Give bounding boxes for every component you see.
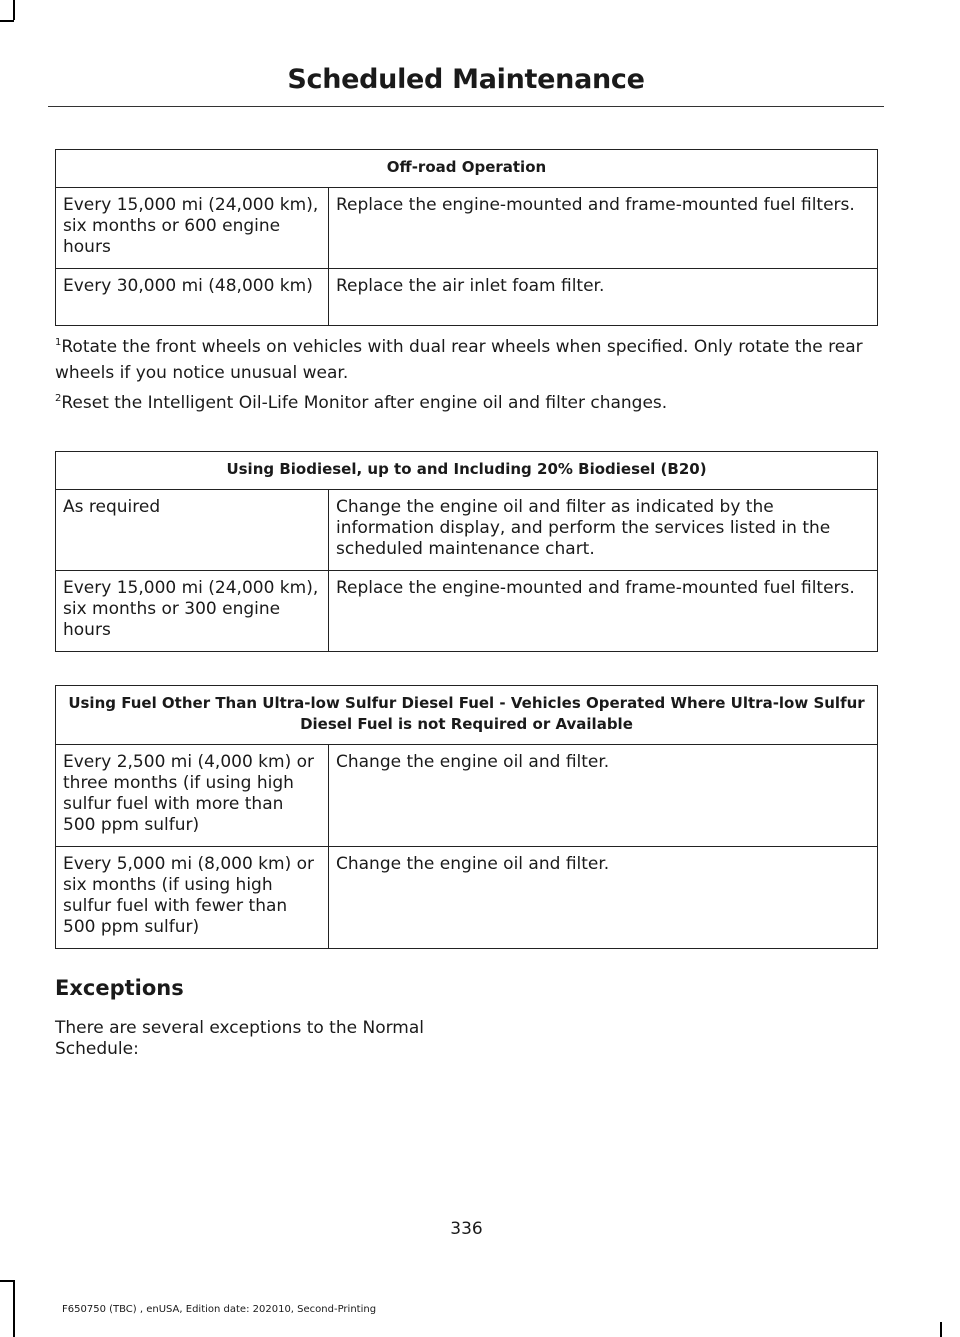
interval-cell: As required (56, 490, 329, 571)
footnote-mark: 2 (55, 393, 62, 404)
table-row (56, 847, 878, 949)
action-cell: Replace the engine-mounted and frame-mounted fuel filters. (329, 188, 878, 269)
interval-cell: Every 5,000 mi (8,000 km) or six months (if using high sulfur fuel with fewer than 500 ppm sulfur) (56, 847, 329, 949)
footnote (55, 386, 878, 416)
table-row (56, 490, 878, 571)
action-cell: Change the engine oil and filter. (329, 847, 878, 949)
table-row (56, 571, 878, 652)
table-row (56, 269, 878, 326)
interval-cell: Every 30,000 mi (48,000 km) (56, 269, 329, 326)
off-road-operation-table (55, 149, 878, 326)
crop-mark (940, 1322, 942, 1337)
interval-cell: Every 2,500 mi (4,000 km) or three months (if using high sulfur fuel with more than 500 ppm sulfur) (56, 745, 329, 847)
action-cell: Change the engine oil and filter. (329, 745, 878, 847)
table-row (56, 188, 878, 269)
page-footer: F650750 (TBC) , enUSA, Edition date: 202010, Second-Printing (62, 1304, 377, 1315)
page-title: Scheduled Maintenance (287, 64, 645, 95)
exceptions-text: There are several exceptions to the Normal Schedule: (55, 1018, 424, 1059)
action-cell: Replace the engine-mounted and frame-mounted fuel filters. (329, 571, 878, 652)
table-heading: Off-road Operation (56, 150, 878, 188)
footnote (55, 330, 878, 386)
crop-mark (0, 20, 14, 22)
page-number: 336 (450, 1219, 483, 1239)
table-heading: Using Fuel Other Than Ultra-low Sulfur Diesel Fuel - Vehicles Operated Where Ultra-low Sulfur Diesel Fuel is not Required or Available (56, 686, 878, 745)
table-heading: Using Biodiesel, up to and Including 20% Biodiesel (B20) (56, 452, 878, 490)
action-cell: Replace the air inlet foam filter. (329, 269, 878, 326)
footnote-text: Reset the Intelligent Oil-Life Monitor after engine oil and filter changes. (61, 393, 668, 413)
interval-cell: Every 15,000 mi (24,000 km), six months or 300 engine hours (56, 571, 329, 652)
high-sulfur-fuel-table (55, 685, 878, 949)
biodiesel-table (55, 451, 878, 652)
interval-cell: Every 15,000 mi (24,000 km), six months or 600 engine hours (56, 188, 329, 269)
crop-mark (0, 1280, 14, 1282)
table-row (56, 745, 878, 847)
crop-mark (13, 0, 15, 20)
page-header (48, 60, 884, 107)
action-cell: Change the engine oil and filter as indicated by the information display, and perform the services listed in the scheduled maintenance chart. (329, 490, 878, 571)
exceptions-heading: Exceptions (55, 976, 184, 1000)
crop-mark (13, 1280, 15, 1337)
footnote-text: Rotate the front wheels on vehicles with dual rear wheels when specified. Only rotate the rear wheels if you notice unusual wear. (55, 337, 863, 383)
footnote-mark: 1 (55, 337, 62, 348)
